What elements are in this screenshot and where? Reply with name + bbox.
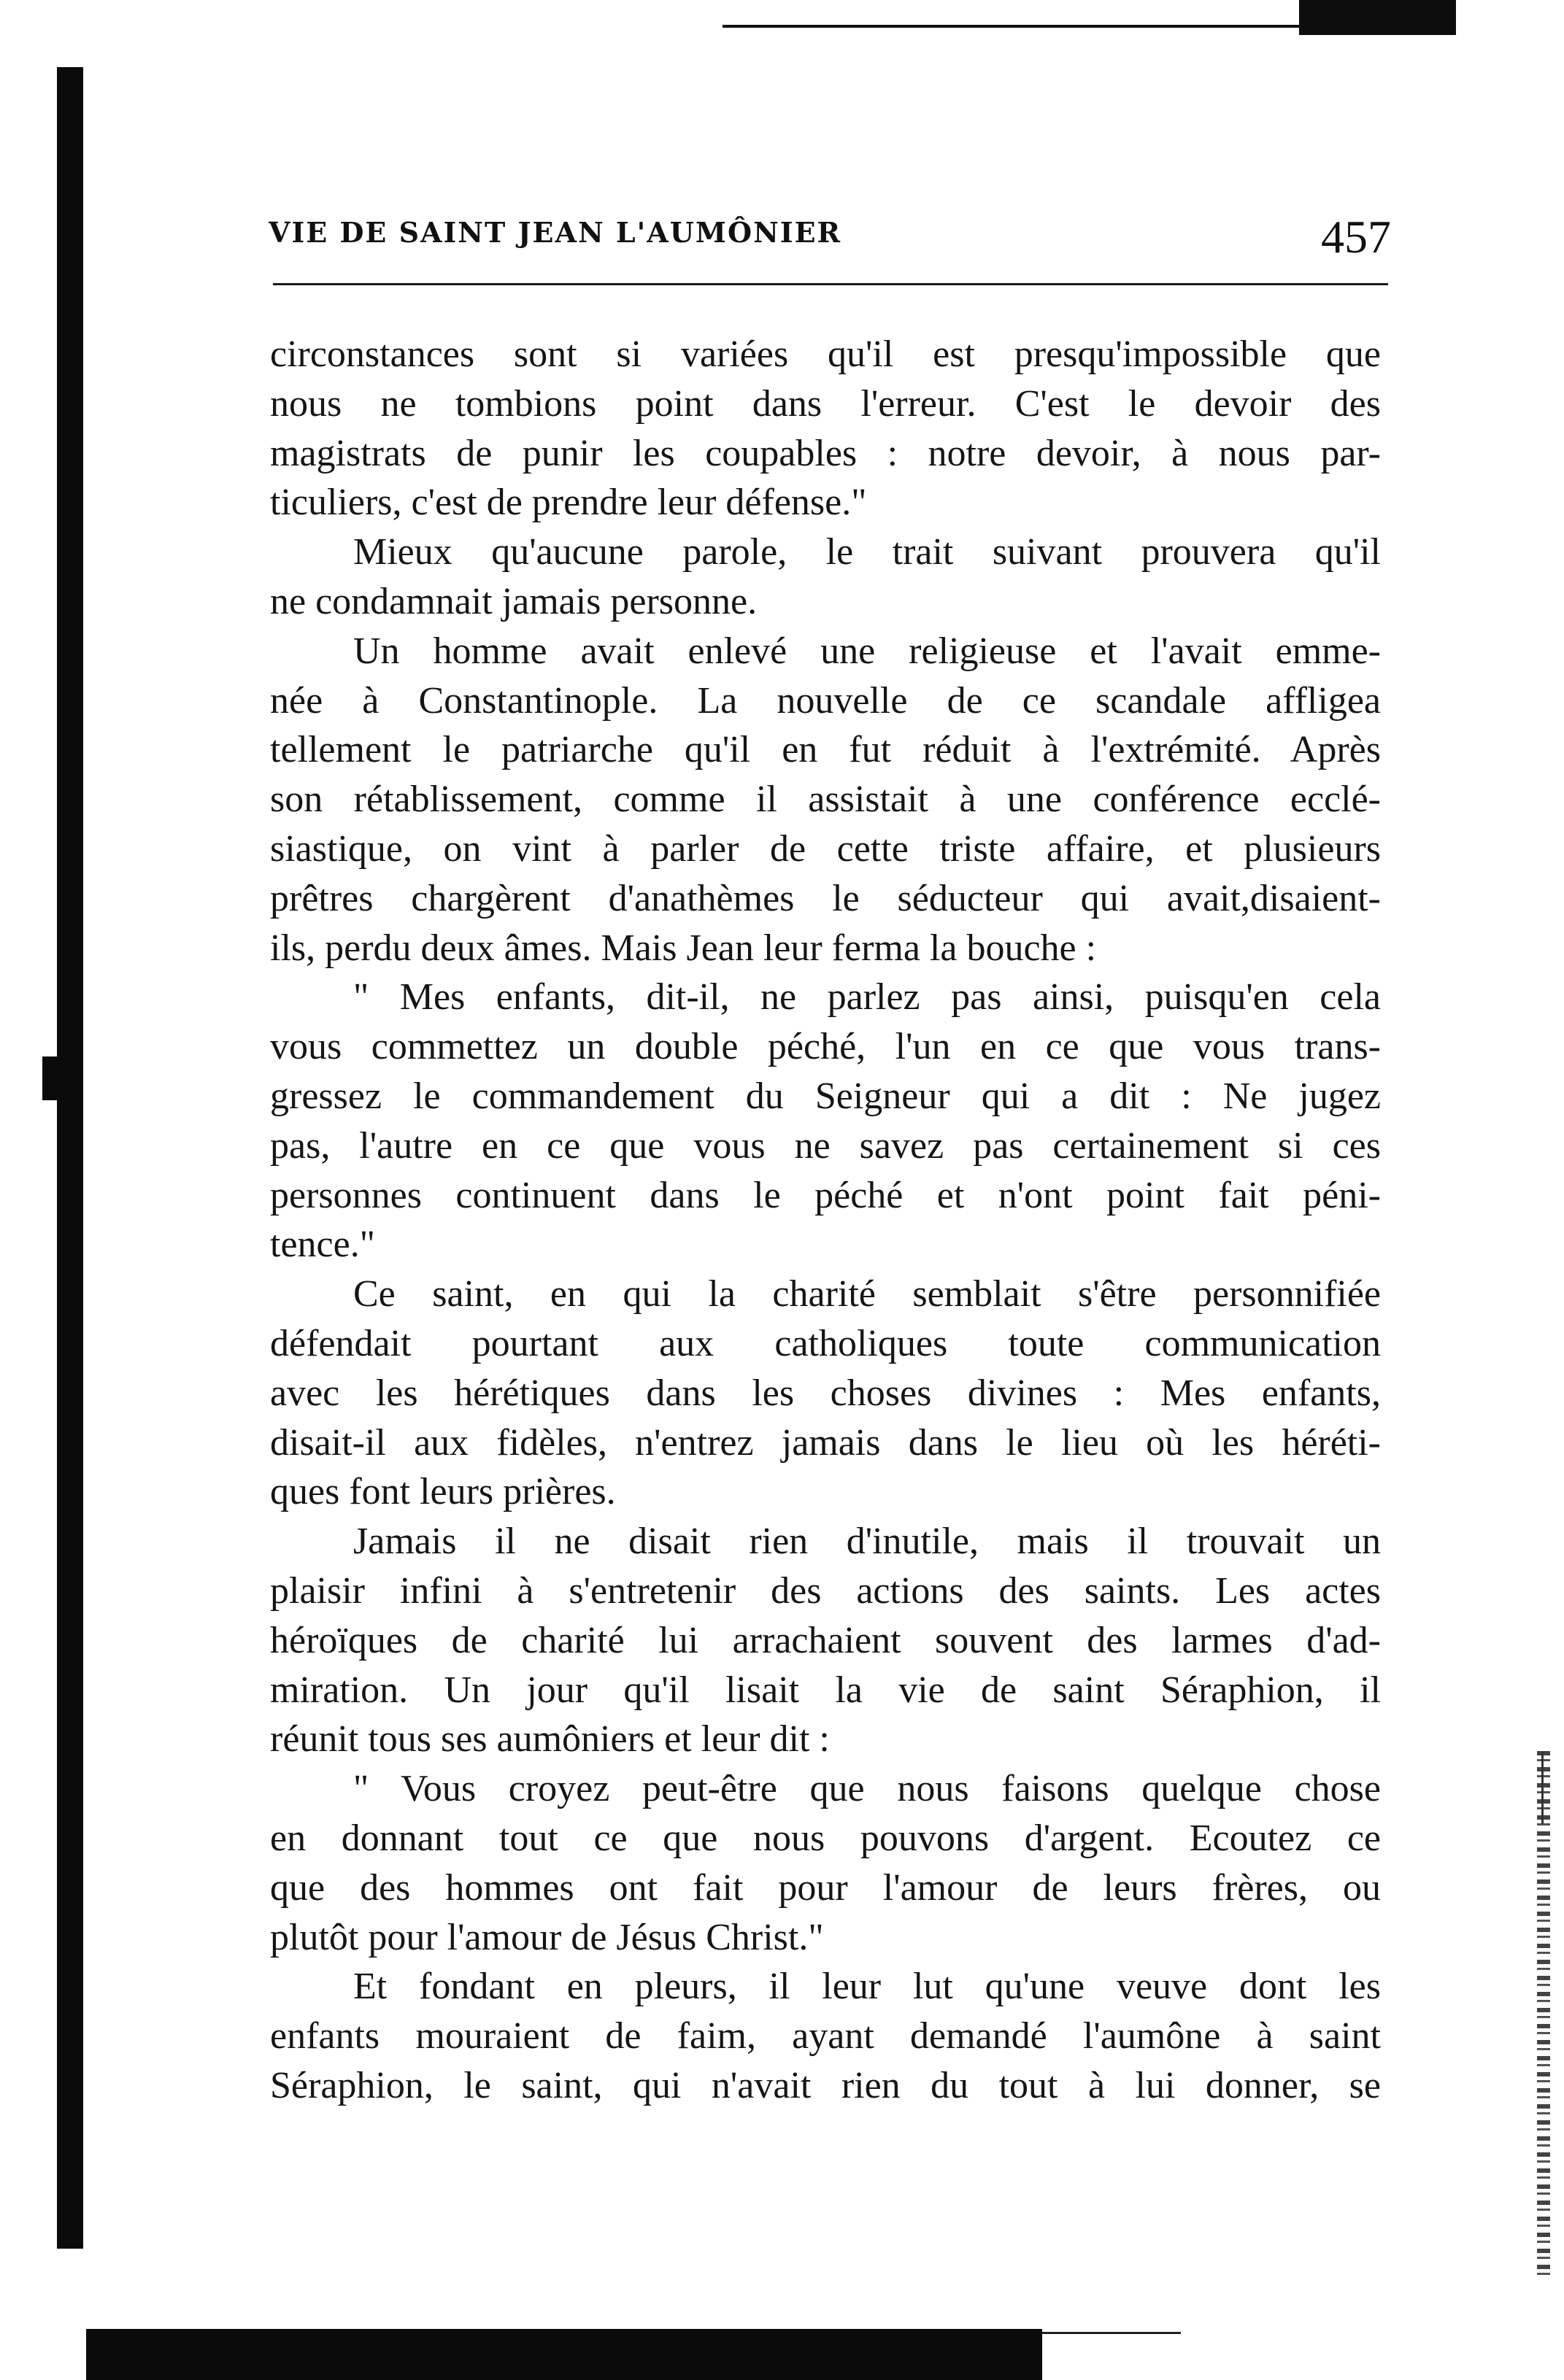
text-line: " Mes enfants, dit-il, ne parlez pas ainsi, puisqu'en cela	[353, 976, 1381, 1019]
scan-left-notch	[42, 1056, 58, 1100]
text-line: plutôt pour l'amour de Jésus Christ."	[270, 1916, 824, 1958]
text-line: héroïques de charité lui arrachaient souvent des larmes d'ad-	[270, 1619, 1381, 1661]
text-line: tence."	[270, 1224, 375, 1266]
text-line: réunit tous ses aumôniers et leur dit :	[270, 1718, 830, 1761]
text-line: Mieux qu'aucune parole, le trait suivant prouvera qu'il	[353, 531, 1381, 573]
text-line: enfants mouraient de faim, ayant demandé l'aumône à saint	[270, 2015, 1381, 2058]
scan-top-block	[1299, 0, 1456, 35]
running-title: VIE DE SAINT JEAN L'AUMÔNIER	[269, 216, 842, 249]
text-line: que des hommes ont fait pour l'amour de leurs frères, ou	[270, 1866, 1381, 1909]
text-line: nous ne tombions point dans l'erreur. C'est le devoir des	[270, 382, 1381, 425]
text-line: prêtres chargèrent d'anathèmes le séducteur qui avait,disaient-	[270, 877, 1381, 919]
text-line: " Vous croyez peut-être que nous faisons quelque chose	[353, 1768, 1381, 1810]
text-line: ils, perdu deux âmes. Mais Jean leur ferma la bouche :	[270, 927, 1097, 969]
text-line: née à Constantinople. La nouvelle de ce scandale affligea	[270, 679, 1381, 722]
scan-right-edge	[1537, 1751, 1550, 2276]
text-line: vous commettez un double péché, l'un en ce que vous trans-	[270, 1026, 1381, 1068]
text-line: Jamais il ne disait rien d'inutile, mais il trouvait un	[353, 1521, 1381, 1563]
text-line: tellement le patriarche qu'il en fut réduit à l'extrémité. Après	[270, 729, 1381, 771]
text-line: pas, l'autre en ce que vous ne savez pas certainement si ces	[270, 1124, 1381, 1167]
scan-bottom-rule	[1042, 2332, 1181, 2334]
text-line: avec les hérétiques dans les choses divines : Mes enfants,	[270, 1372, 1381, 1414]
text-line: siastique, on vint à parler de cette triste affaire, et plusieurs	[270, 827, 1381, 870]
text-line: Séraphion, le saint, qui n'avait rien du tout à lui donner, se	[270, 2064, 1381, 2106]
text-line: Un homme avait enlevé une religieuse et l'avait emme-	[353, 630, 1381, 672]
page-number: 457	[1321, 211, 1391, 263]
text-line: gressez le commandement du Seigneur qui a dit : Ne jugez	[270, 1075, 1381, 1117]
running-header	[269, 210, 1391, 263]
scan-bottom-edge	[86, 2329, 1042, 2380]
text-line: miration. Un jour qu'il lisait la vie de saint Séraphion, il	[270, 1669, 1381, 1711]
text-line: disait-il aux fidèles, n'entrez jamais dans le lieu où les héréti-	[270, 1421, 1381, 1464]
text-line: circonstances sont si variées qu'il est presqu'impossible que	[270, 333, 1381, 375]
text-line: ticuliers, c'est de prendre leur défense."	[270, 482, 867, 524]
text-line: personnes continuent dans le péché et n'ont point fait péni-	[270, 1174, 1381, 1216]
scan-right-mark	[1541, 1751, 1544, 1824]
scan-left-edge	[57, 67, 83, 2249]
text-line: magistrats de punir les coupables : notre devoir, à nous par-	[270, 432, 1381, 474]
text-line: Et fondant en pleurs, il leur lut qu'une veuve dont les	[353, 1966, 1381, 2008]
text-line: son rétablissement, comme il assistait à une conférence ecclé-	[270, 778, 1381, 821]
text-line: ques font leurs prières.	[270, 1471, 616, 1513]
text-line: plaisir infini à s'entretenir des actions des saints. Les actes	[270, 1569, 1381, 1612]
text-line: Ce saint, en qui la charité semblait s'être personnifiée	[353, 1273, 1381, 1315]
scan-top-rule	[723, 25, 1299, 28]
header-rule	[273, 283, 1388, 285]
text-line: ne condamnait jamais personne.	[270, 580, 758, 622]
body-text	[270, 330, 1381, 2111]
text-line: en donnant tout ce que nous pouvons d'argent. Ecoutez ce	[270, 1817, 1381, 1859]
text-line: défendait pourtant aux catholiques toute communication	[270, 1322, 1381, 1364]
